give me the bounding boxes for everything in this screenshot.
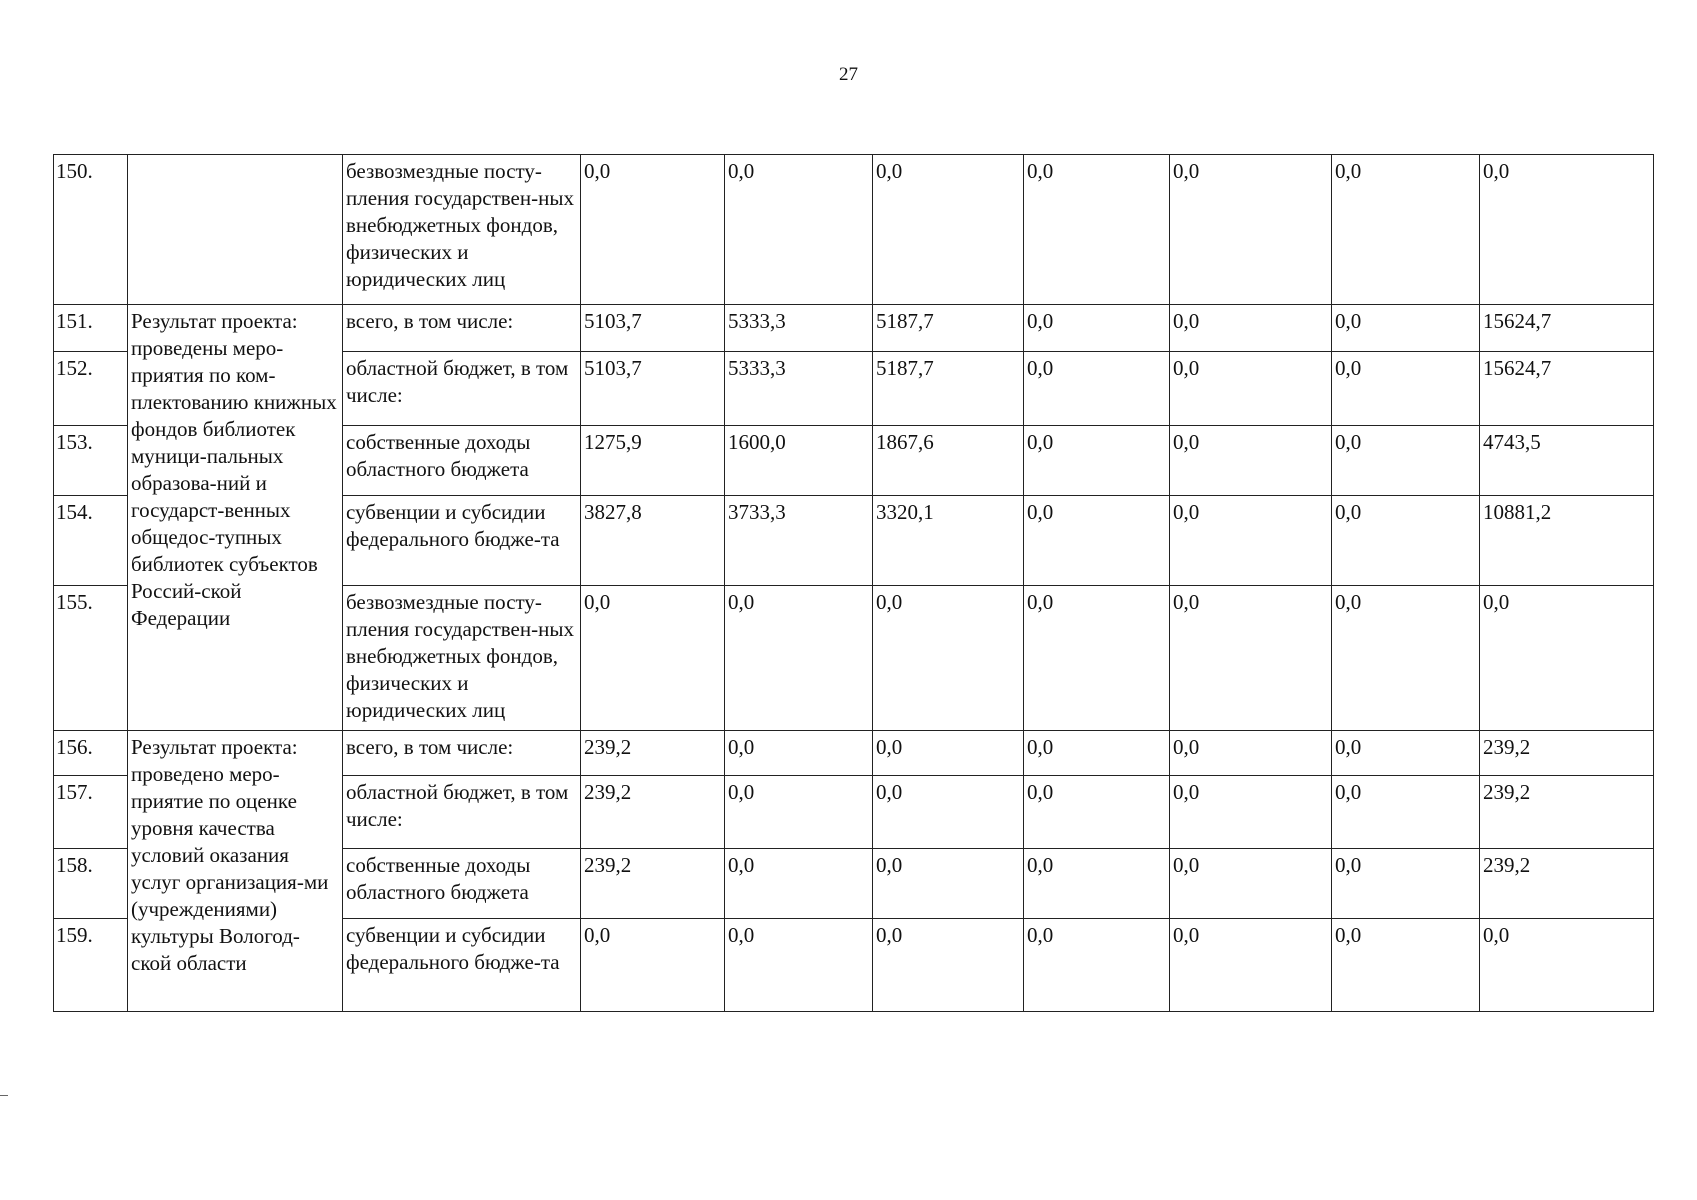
value-cell: 0,0 (1480, 919, 1654, 1012)
value-cell: 0,0 (873, 849, 1024, 919)
row-label: субвенции и субсидии федерального бюдже-та (343, 496, 581, 586)
value-cell: 0,0 (1024, 426, 1170, 496)
value-cell: 0,0 (1332, 426, 1480, 496)
value-cell: 0,0 (1332, 919, 1480, 1012)
value-cell: 0,0 (581, 155, 725, 305)
row-number: 151. (54, 305, 128, 352)
value-cell: 5103,7 (581, 305, 725, 352)
value-cell: 0,0 (725, 731, 873, 776)
row-label: субвенции и субсидии федерального бюдже-та (343, 919, 581, 1012)
value-cell: 0,0 (1024, 731, 1170, 776)
value-cell: 0,0 (1024, 586, 1170, 731)
value-cell: 15624,7 (1480, 352, 1654, 426)
value-cell: 239,2 (581, 776, 725, 849)
value-cell: 0,0 (581, 586, 725, 731)
table-row (54, 305, 1654, 352)
value-cell: 0,0 (1170, 426, 1332, 496)
value-cell: 0,0 (581, 919, 725, 1012)
value-cell: 0,0 (1332, 731, 1480, 776)
value-cell: 0,0 (725, 919, 873, 1012)
value-cell: 1867,6 (873, 426, 1024, 496)
value-cell: 5187,7 (873, 352, 1024, 426)
value-cell: 0,0 (1170, 731, 1332, 776)
value-cell: 0,0 (1170, 586, 1332, 731)
value-cell: 0,0 (1170, 155, 1332, 305)
row-label: областной бюджет, в том числе: (343, 776, 581, 849)
row-number: 156. (54, 731, 128, 776)
value-cell: 5103,7 (581, 352, 725, 426)
row-label: всего, в том числе: (343, 305, 581, 352)
row-number: 157. (54, 776, 128, 849)
page-number: 27 (839, 64, 858, 85)
row-label: собственные доходы областного бюджета (343, 426, 581, 496)
value-cell: 0,0 (1170, 849, 1332, 919)
row-description-empty (128, 155, 343, 305)
value-cell: 239,2 (581, 849, 725, 919)
value-cell: 0,0 (1332, 352, 1480, 426)
value-cell: 15624,7 (1480, 305, 1654, 352)
value-cell: 0,0 (725, 586, 873, 731)
value-cell: 0,0 (1024, 849, 1170, 919)
scan-margin-mark (0, 1095, 8, 1096)
row-label: всего, в том числе: (343, 731, 581, 776)
row-number: 154. (54, 496, 128, 586)
value-cell: 0,0 (1170, 305, 1332, 352)
value-cell: 3733,3 (725, 496, 873, 586)
value-cell: 0,0 (1170, 496, 1332, 586)
table-row (54, 731, 1654, 776)
row-label: областной бюджет, в том числе: (343, 352, 581, 426)
row-number: 152. (54, 352, 128, 426)
value-cell: 0,0 (725, 155, 873, 305)
group-description: Результат проекта: проведено меро-приятие по оценке уровня качества условий оказания услуг организация-ми (учреждениями) культуры Вологод-ской области (128, 731, 343, 1012)
value-cell: 0,0 (873, 731, 1024, 776)
value-cell: 0,0 (1024, 496, 1170, 586)
value-cell: 239,2 (1480, 731, 1654, 776)
value-cell: 0,0 (1024, 155, 1170, 305)
value-cell: 0,0 (1332, 496, 1480, 586)
value-cell: 0,0 (873, 776, 1024, 849)
value-cell: 0,0 (873, 155, 1024, 305)
value-cell: 0,0 (1332, 155, 1480, 305)
value-cell: 5333,3 (725, 352, 873, 426)
value-cell: 0,0 (1024, 352, 1170, 426)
value-cell: 0,0 (1332, 849, 1480, 919)
value-cell: 0,0 (1024, 919, 1170, 1012)
value-cell: 239,2 (1480, 776, 1654, 849)
value-cell: 5187,7 (873, 305, 1024, 352)
value-cell: 0,0 (1480, 155, 1654, 305)
group-description: Результат проекта: проведены меро-приятия по ком-плектованию книжных фондов библиотек муници-пальных образова-ний и государст-венных общедос-тупных библиотек субъектов Россий-ской Федерации (128, 305, 343, 731)
value-cell: 0,0 (1332, 776, 1480, 849)
table-row (54, 155, 1654, 305)
row-number: 153. (54, 426, 128, 496)
row-label: безвозмездные посту-пления государствен-ных внебюджетных фондов, физических и юридических лиц (343, 155, 581, 305)
value-cell: 0,0 (1024, 305, 1170, 352)
value-cell: 3320,1 (873, 496, 1024, 586)
value-cell: 0,0 (725, 849, 873, 919)
value-cell: 4743,5 (1480, 426, 1654, 496)
value-cell: 0,0 (1332, 586, 1480, 731)
value-cell: 0,0 (1480, 586, 1654, 731)
value-cell: 0,0 (1024, 776, 1170, 849)
value-cell: 0,0 (1170, 352, 1332, 426)
value-cell: 0,0 (1170, 776, 1332, 849)
value-cell: 1275,9 (581, 426, 725, 496)
value-cell: 239,2 (581, 731, 725, 776)
row-label: собственные доходы областного бюджета (343, 849, 581, 919)
row-number: 155. (54, 586, 128, 731)
value-cell: 1600,0 (725, 426, 873, 496)
row-number: 158. (54, 849, 128, 919)
value-cell: 0,0 (873, 586, 1024, 731)
row-number: 159. (54, 919, 128, 1012)
value-cell: 239,2 (1480, 849, 1654, 919)
value-cell: 10881,2 (1480, 496, 1654, 586)
value-cell: 0,0 (1332, 305, 1480, 352)
value-cell: 0,0 (725, 776, 873, 849)
value-cell: 0,0 (1170, 919, 1332, 1012)
budget-table (53, 154, 1654, 1012)
row-label: безвозмездные посту-пления государствен-ных внебюджетных фондов, физических и юридических лиц (343, 586, 581, 731)
value-cell: 5333,3 (725, 305, 873, 352)
value-cell: 0,0 (873, 919, 1024, 1012)
row-number: 150. (54, 155, 128, 305)
value-cell: 3827,8 (581, 496, 725, 586)
